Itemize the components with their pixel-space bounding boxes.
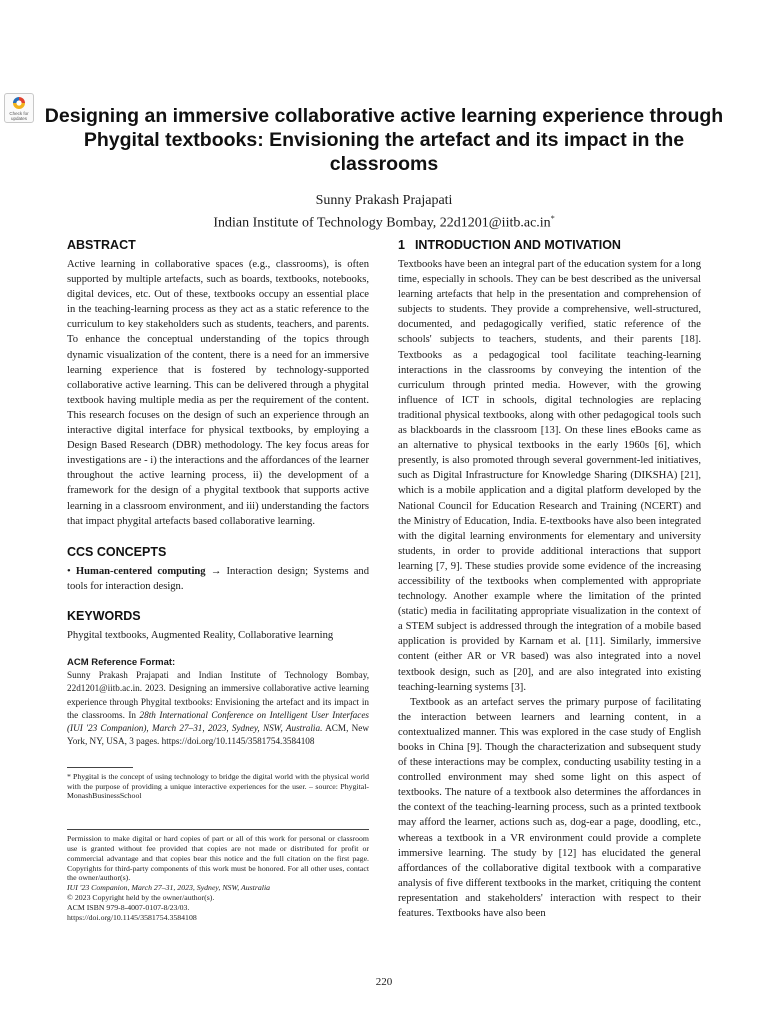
venue-text: IUI '23 Companion, March 27–31, 2023, Sydney, NSW, Australia (67, 883, 271, 893)
affiliation-text: Indian Institute of Technology Bombay, 22d1201@iitb.ac.in (213, 215, 551, 231)
acm-reference-text (67, 669, 369, 749)
paper-title: Designing an immersive collaborative active learning experience through Phygital textbooks: Envisioning the artefact and its impact in the classrooms (44, 105, 724, 175)
doi-link[interactable]: https://doi.org/10.1145/3581754.3584108 (67, 912, 197, 922)
ccs-arrow: → (210, 565, 222, 577)
isbn-line: ACM ISBN 979-8-4007-0107-8/23/03. (67, 902, 190, 912)
abstract-heading: ABSTRACT (67, 238, 136, 252)
conference-venue (67, 883, 369, 893)
ccs-concepts-text (67, 564, 369, 594)
copyright-line: © 2023 Copyright held by the owner/author(s). (67, 892, 215, 902)
ccs-concepts-heading: CCS CONCEPTS (67, 544, 167, 559)
ccs-sub-concepts: Interaction design; Systems and tools for interaction design. (67, 565, 370, 592)
abstract-text: Active learning in collaborative spaces (e.g., classrooms), is often supported by multiple artefacts, such as boards, textbooks, notebooks, digital devices, etc. Out of these, textbooks occupy an essential place in the teaching-learning process as they act as a static reference to the curriculum to key stakeholders such as students, teachers, and parents. To enhance the conceptual understanding of the topics through dynamic visualization of the content, there is a need for an immersive learning experience that is fostered by technology-supported collaborative active learning. This can be delivered through a phygital textbook having multiple media as per the requirement of the content. This research focuses on the design of such an experience through an interactive digital interface for physical textbooks, by employing a Design Based Research (DBR) methodology. The key focus areas for investigations are - i) the interactions and the affordances of the learner throughout the active learning process, ii) the development of a framework for the design of a phygital textbook that supports active learning in a classroom environment, and iii) understanding the factors that impact phygital artefacts based collaborative learning. (67, 259, 369, 527)
author-name: Sunny Prakash Prajapati (315, 193, 453, 208)
keywords-heading: KEYWORDS (67, 608, 141, 623)
ccs-primary-concept: Human-centered computing (75, 565, 206, 577)
crossmark-icon (11, 96, 27, 111)
reference-publisher-doi: ACM, New York, NY, USA, 3 pages. https://doi.org/10.1145/3581754.3584108 (67, 723, 369, 747)
reference-venue: 28th International Conference on Intelligent User Interfaces (IUI '23 Companion), March 27–31, 2023, Sydney, NSW, Australia. (67, 709, 369, 734)
author-affiliation (40, 210, 728, 233)
section-number: 1 (398, 238, 405, 252)
permission-divider (67, 829, 369, 830)
intro-paragraph-1: Textbooks have been an integral part of the education system for a long time, especially in schools. They can be best described as the universal learning artefacts that help in the presentation and comprehension of subjects to students. They provide a comprehensive, well-structured, documented, and pedagogically verified, static reference of the schools' subjects to teachers, students, and their parents [18]. Textbooks as a pedagogical tool facilitate teaching-learning interactions in the classrooms by conveying the intention of the curriculum through printed media. However, with the growing influence of ICT in schools, digital technologies are replacing traditional physical textbooks, along with other pedagogical tools such as blackboards in the classroom [13]. On these lines eBooks came as an alternative to physical textbooks in the early 1960s [6], which presently, is also promoted through several government-led initiatives, such as Digital Infrastructure for Knowledge Sharing (DIKSHA) [21], which is a mobile application and a digital platform developed by the National Council for Education Research and Training (NCERT) and the Ministry of Education, India. E-textbooks have also been integrated with the digital learning environments for elementary and university students, in order to provide additional interactions that support learning [7, 9]. These studies provide some evidence of the increasing accessibility of the textbooks when complemented with appropriate technology. Another example where the limitation of the printed (static) media in facilitating appropriate visualization in the context of a STEM subject is addressed through the integration of a mobile based application is provided by Karnam et al. [11]. Similarly, immersive content (either AR or VR based) was also integrated into a novel textbook design, such as [20], and are also integrated into existing teaching-learning systems [3]. (398, 259, 701, 693)
keywords-text: Phygital textbooks, Augmented Reality, Collaborative learning (67, 629, 334, 641)
acm-reference-heading: ACM Reference Format: (67, 656, 176, 668)
check-for-updates-badge[interactable] (4, 93, 34, 123)
phygital-footnote: * Phygital is the concept of using technology to bridge the digital world with the physical world with the purpose of providing a unique interactive experiences for the user. – source: Phygital-MonashBusinessSchool (67, 771, 369, 801)
permission-notice: Permission to make digital or hard copies of part or all of this work for personal or classroom use is granted without fee provided that copies are not made or distributed for profit or commercial advantage and that copies bear this notice and the full citation on the first page. Copyrights for third-party components of this work must be honored. For all other uses, contact the owner/author(s). (67, 834, 369, 883)
introduction-heading (398, 237, 701, 253)
reference-citation: Sunny Prakash Prajapati and Indian Institute of Technology Bombay, 22d1201@iitb.ac.in. 2023. Designing an immersive collaborative active learning experience through Phygital textbooks: Envisioning the artefact and its impact in the classrooms. In (67, 669, 369, 720)
ccs-bullet: • (67, 565, 71, 577)
left-column (67, 237, 369, 922)
intro-paragraph-2: Textbook as an artefact serves the primary purpose of facilitating the interaction between learners and learning content, in a contextualized manner. This was explored in the case study of English books in China [9]. Though the characterization and subsequent study of these interactions may be complex, conducting usability testing in a controlled environment may shed some light on this aspect of textbooks. The nature of a textbook also determines the affordances in the context of the teaching-learning process, such as a printed textbook may afford the learner, actions such as, dog-ear a page, doodling, etc., whereas a textbook in a VR environment could provide a complete immersive learning. The study by [12] has elucidated the general affordances of the collaborative digital textbook with a comparative analysis of five different textbooks in the market, critiquing the content representation and stakeholders' interaction with respect to their features. Textbooks have also been (398, 696, 701, 920)
page-number: 220 (375, 976, 393, 988)
badge-label: Check for updates (9, 111, 29, 121)
right-column (398, 237, 701, 921)
footnote-divider (67, 767, 133, 768)
section-title: INTRODUCTION AND MOTIVATION (414, 238, 621, 252)
affiliation-footnote-mark: * (550, 214, 555, 223)
